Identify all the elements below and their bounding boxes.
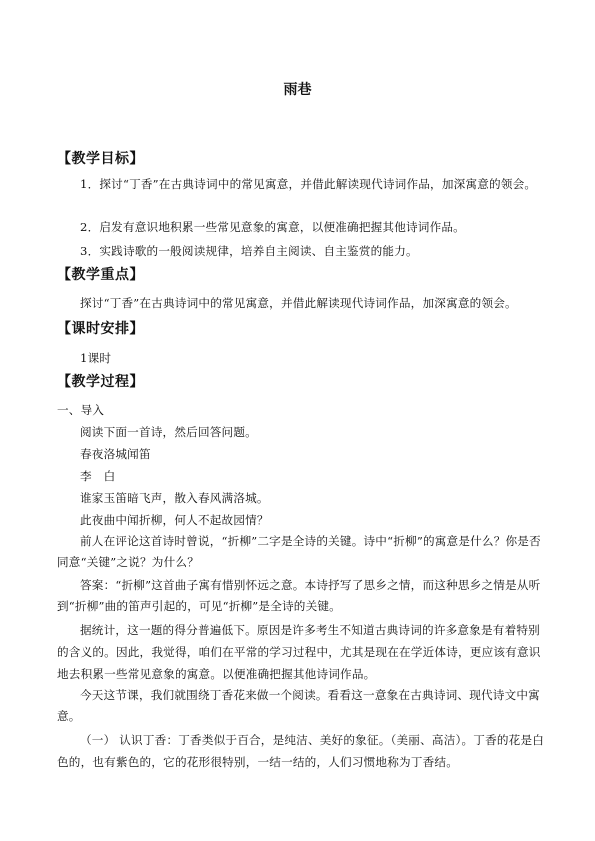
today-paragraph: 今天这节课，我们就围绕丁香花来做一个阅读。看看这一意象在古典诗词、现代诗文中寓意。 xyxy=(57,688,540,723)
key-points-text: 探讨“丁香”在古典诗词中的常见寓意，并借此解读现代诗词作品，加深寓意的领会。 xyxy=(80,296,517,310)
goal-item-2: 2．启发有意识地积累一些常见意象的寓意，以便准确把握其他诗词作品。 xyxy=(80,220,465,234)
heading-key-points: 【教学重点】 xyxy=(57,267,144,283)
heading-schedule: 【课时安排】 xyxy=(57,321,144,337)
poem-line-1: 谁家玉笛暗飞声，散入春风满洛城。 xyxy=(80,491,269,505)
goal-item-1: 1．探讨“丁香”在古典诗词中的常见寓意，并借此解读现代诗词作品，加深寓意的领会。 xyxy=(80,177,537,191)
schedule-text: 1课时 xyxy=(80,351,112,365)
intro-label: 一、导入 xyxy=(57,403,105,417)
reading-instruction: 阅读下面一首诗，然后回答问题。 xyxy=(80,425,257,439)
part-one-paragraph: （一） 认识丁香：丁香类似于百合，是纯洁、美好的象征。（美丽、高洁）。丁香的花是白色的，也有紫色的，它的花形很特别，一结一结的，人们习惯地称为丁香结。 xyxy=(57,733,545,769)
heading-teaching-process: 【教学过程】 xyxy=(57,374,144,390)
page-title: 雨巷 xyxy=(283,82,312,98)
statistics-paragraph: 据统计，这一题的得分普遍低下。原因是许多考生不知道古典诗词的许多意象是有着特别的含义的。因此，我觉得，咱们在平常的学习过程中，尤其是现在在学近体诗，更应该有意识地去积累一些常见意象的寓意。以便准确把握其他诗词作品。 xyxy=(57,623,541,681)
poem-author: 李 白 xyxy=(80,469,116,483)
poem-line-2: 此夜曲中闻折柳，何人不起故园情？ xyxy=(80,513,269,527)
goal-item-3: 3．实践诗歌的一般阅读规律，培养自主阅读、自主鉴赏的能力。 xyxy=(80,244,418,258)
answer-paragraph: 答案：“折柳”这首曲子寓有惜别怀远之意。本诗抒写了思乡之情，而这种思乡之情是从听到“折柳”曲的笛声引起的，可见“折柳”是全诗的关键。 xyxy=(57,578,541,613)
heading-teaching-goals: 【教学目标】 xyxy=(57,151,144,167)
question-paragraph: 前人在评论这首诗时曾说，“折柳”二字是全诗的关键。诗中“折柳”的寓意是什么？你是否同意“关键”之说？为什么？ xyxy=(57,534,541,569)
poem-title: 春夜洛城闻笛 xyxy=(80,447,151,461)
